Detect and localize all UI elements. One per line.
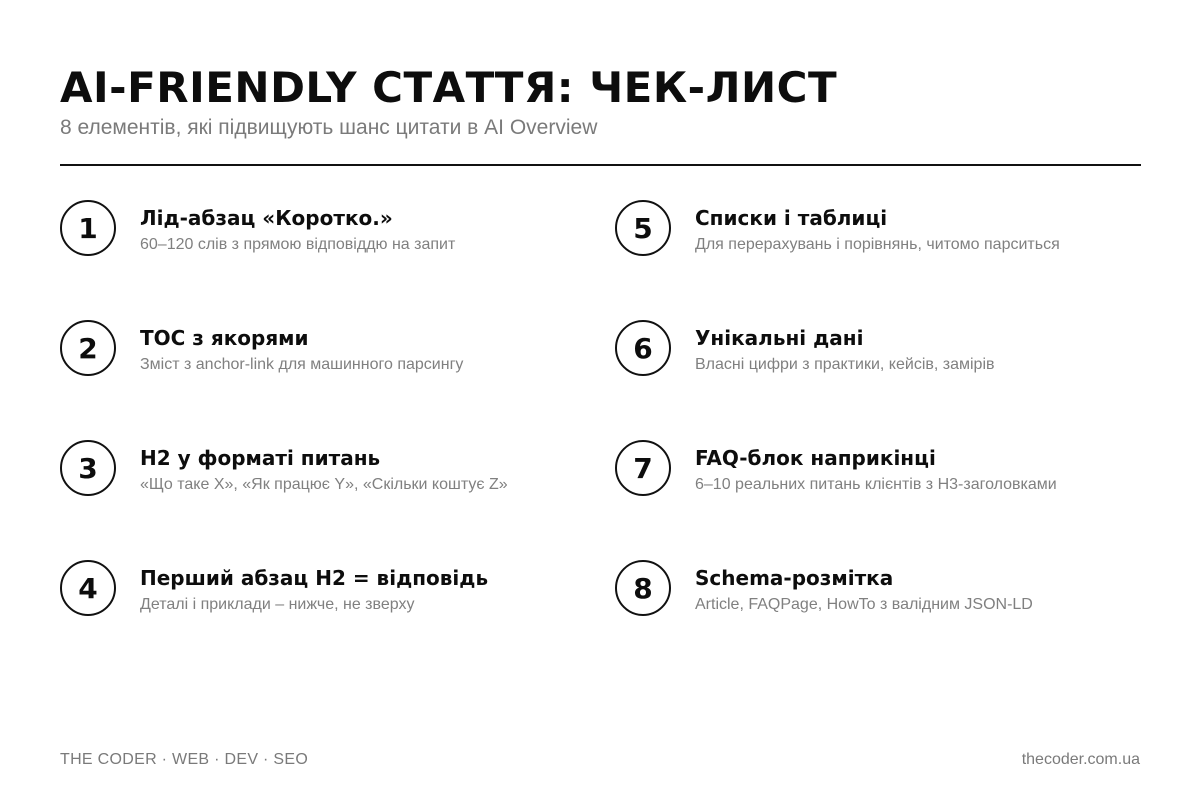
item-number-badge: 1 bbox=[60, 200, 116, 256]
item-number-badge: 2 bbox=[60, 320, 116, 376]
item-title: FAQ-блок наприкінці bbox=[695, 446, 936, 470]
item-description: Для перерахувань і порівнянь, читомо парситься bbox=[695, 236, 1060, 253]
checklist-item bbox=[60, 200, 580, 260]
checklist-item bbox=[615, 200, 1135, 260]
item-title: Перший абзац H2 = відповідь bbox=[140, 566, 489, 590]
item-title: H2 у форматі питань bbox=[140, 446, 381, 470]
checklist-item bbox=[60, 320, 580, 380]
footer-website: thecoder.com.ua bbox=[1021, 751, 1140, 768]
checklist-item bbox=[60, 440, 580, 500]
checklist-item bbox=[615, 320, 1135, 380]
item-number-badge: 3 bbox=[60, 440, 116, 496]
item-number-badge: 8 bbox=[615, 560, 671, 616]
page-title: AI-FRIENDLY СТАТТЯ: ЧЕК-ЛИСТ bbox=[60, 63, 838, 112]
item-title: TOC з якорями bbox=[140, 326, 309, 350]
checklist-item bbox=[615, 560, 1135, 620]
item-number-badge: 7 bbox=[615, 440, 671, 496]
item-description: «Що таке X», «Як працює Y», «Скільки коштує Z» bbox=[140, 476, 508, 493]
item-number-badge: 5 bbox=[615, 200, 671, 256]
item-description: 60–120 слів з прямою відповіддю на запит bbox=[140, 236, 456, 253]
item-description: Зміст з anchor-link для машинного парсингу bbox=[140, 356, 464, 373]
item-title: Schema-розмітка bbox=[695, 566, 894, 590]
item-number-badge: 4 bbox=[60, 560, 116, 616]
item-title: Лід-абзац «Коротко.» bbox=[140, 206, 393, 230]
checklist-item bbox=[60, 560, 580, 620]
item-number-badge: 6 bbox=[615, 320, 671, 376]
checklist-item bbox=[615, 440, 1135, 500]
item-description: Article, FAQPage, HowTo з валідним JSON-LD bbox=[695, 596, 1033, 613]
item-description: 6–10 реальних питань клієнтів з H3-заголовками bbox=[695, 476, 1057, 493]
page-subtitle: 8 елементів, які підвищують шанс цитати в AI Overview bbox=[60, 116, 598, 139]
item-description: Деталі і приклади – нижче, не зверху bbox=[140, 596, 415, 613]
header-divider bbox=[60, 164, 1141, 166]
item-title: Списки і таблиці bbox=[695, 206, 888, 230]
item-description: Власні цифри з практики, кейсів, замірів bbox=[695, 356, 995, 373]
item-title: Унікальні дані bbox=[695, 326, 864, 350]
footer-brand: THE CODER · WEB · DEV · SEO bbox=[60, 751, 309, 768]
